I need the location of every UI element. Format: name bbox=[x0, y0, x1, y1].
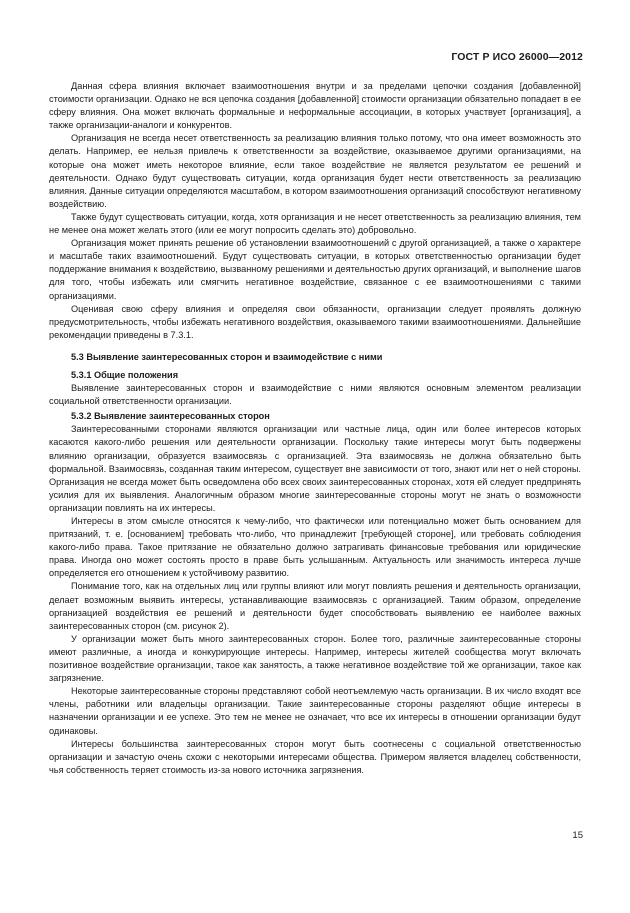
section-heading-5-3: 5.3 Выявление заинтересованных сторон и взаимодействие с ними bbox=[71, 351, 383, 362]
body-paragraph: У организации может быть много заинтересованных сторон. Более того, различные заинтересованные стороны имеют различные, а иногда и конкурирующие интересы. Например, интересы жителей сообщества могут включать позитивное воздействие организации, такое как занятость, а также негативное воздействие той же организации, такое как загрязнение. bbox=[49, 633, 581, 684]
body-paragraph: Выявление заинтересованных сторон и взаимодействие с ними являются основным элементом реализации социальной ответственности организации. bbox=[49, 383, 581, 407]
body-paragraph: Некоторые заинтересованные стороны представляют собой неотъемлемую часть организации. В их число входят все члены, работники или владельцы организации. Такие заинтересованные стороны разделяют общие интересы в назначении организации и ее успехе. Это тем не менее не означает, что все их интересы в отношении организации будут одинаковы. bbox=[49, 686, 581, 736]
page-number: 15 bbox=[572, 830, 583, 841]
body-paragraph: Организация не всегда несет ответственность за реализацию влияния только потому, что она имеет возможность это делать. Например, ее нельзя привлечь к ответственности за воздействие, оказываемое другими организациями, на которые она может иметь некоторое влияние, если такое воздействие не является результатом ее решений и деятельности. Однако будут существовать ситуации, когда организация будет нести ответственность за реализацию влияния. Данные ситуации определяются масштабом, в котором взаимоотношения организаций способствуют негативному воздействию. bbox=[49, 133, 581, 209]
body-paragraph: Интересы в этом смысле относятся к чему-либо, что фактически или потенциально может быть основанием для притязаний, т. е. [основанием] требовать что-либо, что принадлежит [требующей стороне], или требовать соблюдения какого-либо права. Такое притязание не обязательно должно затрагивать финансовые требования или юридические права. Иногда оно может состоять просто в праве быть услышанным. Актуальность или значимость интереса лучше определяется его отношением к устойчивому развитию. bbox=[49, 516, 581, 579]
body-paragraph: Интересы большинства заинтересованных сторон могут быть соотнесены с социальной ответственностью организации и зачастую очень схожи с некоторыми интересами общества. Примером является владелец собственности, чья собственность теряет стоимость из-за нового источника загрязнения. bbox=[49, 738, 581, 775]
body-paragraph: Оценивая свою сферу влияния и определяя свои обязанности, организации следует проявлять должную предусмотрительность, чтобы избежать негативного воздействия, оказываемого такими взаимоотношениями. Дальнейшие рекомендации приведены в 7.3.1. bbox=[49, 303, 581, 340]
body-paragraph: Заинтересованными сторонами являются организации или частные лица, один или более интересов которых касаются какого-либо решения или деятельности организации. Поскольку такие интересы могут быть подвержены влиянию организации, образуется взаимосвязь с организацией. Эта взаимосвязь не должна обязательно быть формальной. Взаимосвязь, созданная таким интересом, существует вне зависимости от того, знают или нет о ней стороны. Организация не всегда может быть осведомлена обо всех своих заинтересованных сторонах, хотя ей следует предпринять усилия для их выявления. Аналогичным образом многие заинтересованные стороны могут не знать о возможности организации повлиять на их интересы. bbox=[49, 424, 581, 513]
body-paragraph: Данная сфера влияния включает взаимоотношения внутри и за пределами цепочки создания [добавленной] стоимости организации. Однако не вся цепочка создания [добавленной] стоимости организации обязательно попадает в ее сферу влияния. Она может включать формальные и неформальные ассоциации, в которых участвует [организация], а также организации-аналоги и конкурентов. bbox=[49, 81, 581, 131]
document-header: ГОСТ Р ИСО 26000—2012 bbox=[451, 51, 583, 63]
subsection-heading-5-3-1: 5.3.1 Общие положения bbox=[71, 369, 179, 380]
body-paragraph: Организация может принять решение об установлении взаимоотношений с другой организацией, а также о характере и масштабе таких взаимоотношений. Будут существовать ситуации, в которых ответственностью организации будет поддержание внимания к воздействию, вызванному решениями и деятельностью других организаций, и выполнение шагов для того, чтобы избежать или смягчить негативное воздействие, связанное с ее взаимоотношениями с такими организациями. bbox=[49, 238, 581, 301]
body-paragraph: Также будут существовать ситуации, когда, хотя организация и не несет ответственность за реализацию влияния, тем не менее она может желать этого (или ее могут попросить сделать это) добровольно. bbox=[49, 211, 581, 236]
document-body bbox=[49, 80, 581, 777]
body-paragraph: Понимание того, как на отдельных лиц или группы влияют или могут повлиять решения и деятельность организации, делает возможным выявить интересы, устанавливающие взаимосвязь с организацией. Таким образом, определение организацией воздействия ее решений и деятельности будет способствовать выявлению ее наиболее важных заинтересованных сторон (см. рисунок 2). bbox=[49, 581, 581, 631]
subsection-heading-5-3-2: 5.3.2 Выявление заинтересованных сторон bbox=[71, 411, 270, 422]
